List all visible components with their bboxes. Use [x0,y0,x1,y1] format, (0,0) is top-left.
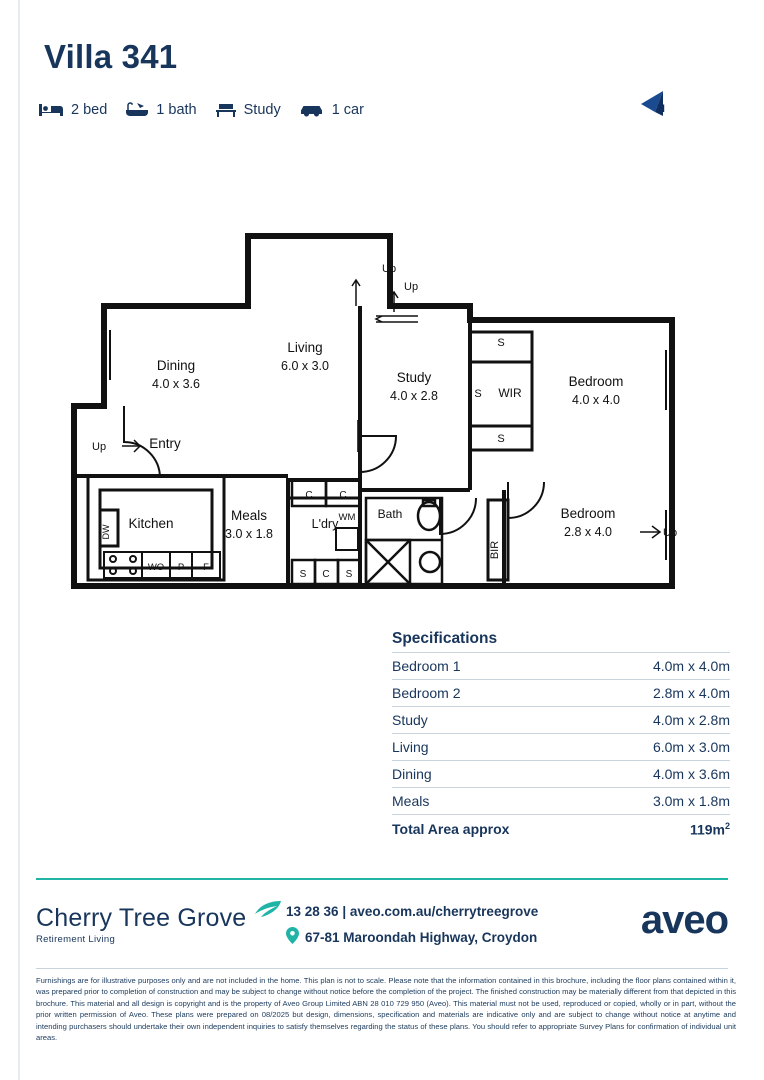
svg-text:WO: WO [147,562,165,573]
room-label-living: Living [287,340,323,355]
svg-text:Bath: Bath [377,507,403,521]
feature-car [299,102,364,118]
brand-tagline: Retirement Living [36,934,116,945]
svg-text:C: C [322,569,330,580]
svg-text:Up: Up [382,263,397,275]
spec-row [392,734,730,761]
spec-label: Bedroom 2 [392,685,461,701]
feature-bed [38,102,107,118]
svg-text:P: P [177,562,185,573]
svg-text:4.0 x 3.6: 4.0 x 3.6 [152,377,200,391]
svg-text:N: N [657,103,665,115]
svg-text:S: S [299,569,307,580]
svg-text:DW: DW [101,524,111,540]
room-label-bedroom-2: Bedroom [560,506,616,521]
svg-text:C: C [339,490,347,501]
spec-value: 4.0m x 4.0m [652,658,730,674]
svg-text:WM: WM [338,512,356,523]
svg-text:S: S [497,433,505,445]
floor-plan [0,180,764,610]
feature-summary [38,102,364,118]
aveo-logo: aveo [640,898,728,942]
specifications-heading: Specifications [392,630,498,647]
specifications-panel [392,630,730,843]
disclaimer-divider [36,968,728,969]
svg-text:S: S [345,569,353,580]
spec-row [392,652,730,680]
svg-text:4.0 x 4.0: 4.0 x 4.0 [572,393,620,407]
svg-text:3.0 x 1.8: 3.0 x 1.8 [225,527,273,541]
website-link[interactable]: aveo.com.au/cherrytreegrove [349,904,539,919]
address-text: 67-81 Maroondah Highway, Croydon [305,929,538,945]
room-label-study: Study [396,370,432,385]
svg-text:4.0 x 2.8: 4.0 x 2.8 [390,389,438,403]
room-label-bedroom-1: Bedroom [568,374,624,389]
feature-bath [125,102,196,118]
svg-text:Up: Up [92,441,107,453]
spec-total-label: Total Area approx [392,821,510,838]
room-label-kitchen: Kitchen [128,516,174,531]
phone-number[interactable]: 13 28 36 [286,904,339,919]
spec-row [392,707,730,734]
feature-car-label: 1 car [331,102,364,118]
room-label-laundry: L'dry [311,517,339,531]
feature-study [215,102,281,118]
spec-row [392,680,730,707]
desk-icon [215,102,237,118]
footer [0,892,764,962]
spec-label: Living [392,739,429,755]
spec-total-number: 119m [689,821,725,838]
feature-bed-label: 2 bed [71,102,108,118]
spec-total-superscript: 2 [724,821,730,831]
spec-value: 6.0m x 3.0m [652,739,730,755]
svg-text:S: S [474,388,482,400]
location-pin-icon [286,927,299,947]
footer-divider [36,878,728,880]
disclaimer-text: Furnishings are for illustrative purposes only and are not included in the home. This plan is not to scale. Please note that the information contained in this brochure, including the floor plans contained within it, was prepared prior to completion of construction and may be subject to change without notice before the completion of the project. The finished construction may be materially different from that depicted in this brochure. This material and all design is copyright and is the property of Aveo Group Limited ABN 28 010 729 950 (Aveo). This material must not be used, reproduced or copied, wholly or in part, without the prior written permission of Aveo. These plans were prepared on 08/2025 but design, dimensions, specification and materials are indicative only and are subject to change without notice at anytime and intending purchasers should undertake their own independent inquiries to satisfy themselves regarding the status of these plans. You should refer to appropriate Survey Plans for confirmation of individual unit areas. [36,976,736,1042]
contact-line-1 [286,904,538,919]
bath-icon [125,102,149,118]
room-label-entry: Entry [149,436,181,451]
spec-label: Study [392,712,428,728]
spec-row [392,761,730,788]
room-label-meals: Meals [230,508,268,523]
svg-text:BIR: BIR [489,540,501,560]
leaf-icon [252,900,282,927]
brand-block [36,904,246,945]
spec-total-value [690,821,730,838]
spec-label: Bedroom 1 [392,658,461,674]
brand-name: Cherry Tree Grove [36,904,247,932]
svg-text:C: C [305,490,313,501]
svg-text:Up: Up [404,281,419,293]
bed-icon [38,102,64,118]
spec-value: 4.0m x 2.8m [652,712,730,728]
contact-line-2 [286,927,538,947]
svg-text:WIR: WIR [498,386,522,400]
spec-value: 3.0m x 1.8m [652,793,730,809]
label-s: S [497,337,505,349]
spec-value: 4.0m x 3.6m [652,766,730,782]
spec-row [392,788,730,815]
room-label-dining: Dining [156,358,196,373]
svg-text:2.8 x 4.0: 2.8 x 4.0 [564,525,612,539]
feature-study-label: Study [243,102,281,118]
contact-separator: | [342,904,347,919]
spec-total-row [392,815,730,843]
spec-value: 2.8m x 4.0m [652,685,730,701]
car-icon [299,102,325,118]
spec-label: Dining [392,766,432,782]
page-title: Villa 341 [44,38,178,75]
svg-text:Up: Up [663,527,678,539]
svg-text:6.0 x 3.0: 6.0 x 3.0 [281,359,329,373]
contact-block [286,904,538,947]
compass-icon [633,86,677,135]
svg-text:F: F [203,562,209,573]
feature-bath-label: 1 bath [156,102,197,118]
spec-label: Meals [392,793,430,809]
